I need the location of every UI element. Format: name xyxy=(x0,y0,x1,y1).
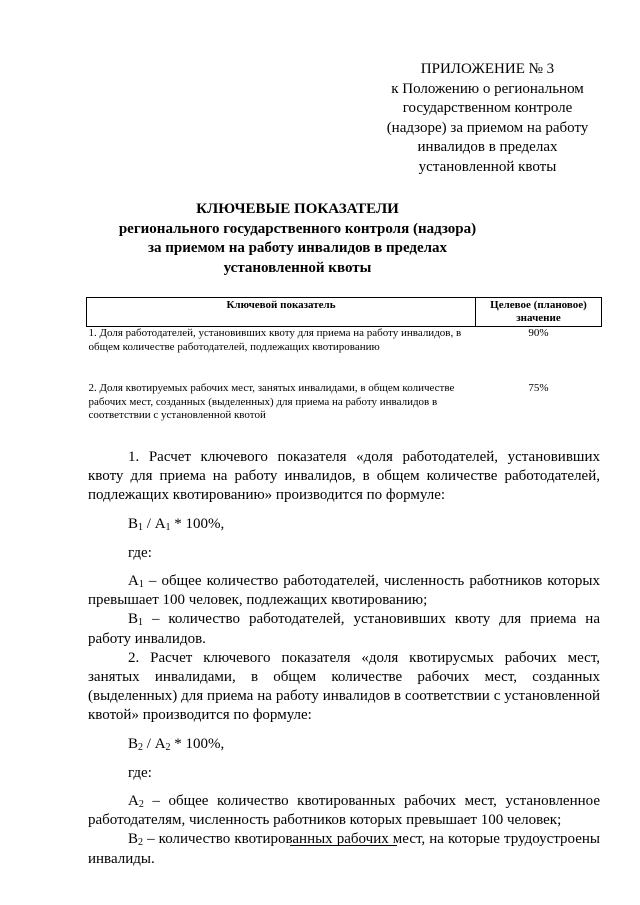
kpi-table xyxy=(86,297,602,424)
paragraph-2: 2. Расчет ключевого показателя «доля квотирусмых рабочих мест, занятых инвалидами, в общем количестве рабочих мест, созданных (выделенных) для приема на работу инвалидов в соответствии с установленной квотой» производится по формуле: xyxy=(88,649,600,724)
definition-b1: $В_1$ – количество работодателей, установивших квоту для приема на работу инвалидов. xyxy=(88,611,600,647)
end-divider xyxy=(290,845,397,846)
paragraph-1: 1. Расчет ключевого показателя «доля работодателей, установивших квоту для приема на работу инвалидов, в общем количестве работодателей, подлежащих квотированию» производится по формуле: xyxy=(88,449,600,504)
title-line: КЛЮЧЕВЫЕ ПОКАЗАТЕЛИ xyxy=(196,201,399,217)
indicator-cell: 2. Доля квотируемых рабочих мест, занятых инвалидами, в общем количестве рабочих мест, созданных (выделенных) для приема на работу инвалидов в соответствии с установленной квотой xyxy=(88,382,455,421)
table-row xyxy=(87,327,602,383)
definition-b2: $В_2$ – количество квотированных рабочих мест, на которые трудоустроены инвалиды. xyxy=(88,831,600,867)
appendix-header xyxy=(380,60,595,178)
where-label-2: где: xyxy=(128,764,152,781)
document-body xyxy=(88,448,600,869)
header-target-value: Целевое (плановое) значение xyxy=(476,298,602,327)
title-line: за приемом на работу инвалидов в пределах xyxy=(147,240,448,256)
appendix-line: к Положению о региональном xyxy=(391,80,584,97)
value-cell: 90% xyxy=(528,327,549,339)
document-title xyxy=(80,200,515,278)
appendix-line: государственном контроле xyxy=(402,100,573,117)
table-row xyxy=(87,382,602,424)
appendix-line: (надзоре) за приемом на работу xyxy=(386,119,589,136)
definition-a1: $А_1$ – общее количество работодателей, численность работников которых превышает 100 человек, подлежащих квотированию; xyxy=(88,573,600,609)
title-line: регионального государственного контроля (надзора) xyxy=(118,220,477,237)
indicator-cell: 1. Доля работодателей, установивших квоту для приема на работу инвалидов, в общем количестве работодателей, подлежащих квотированию xyxy=(88,327,462,353)
formula-2: $В_2 / А_2 * 100\%$, xyxy=(128,735,225,753)
formula-1: $В_1 / А_1 * 100\%$, xyxy=(128,515,225,533)
value-cell: 75% xyxy=(528,382,549,394)
appendix-title: ПРИЛОЖЕНИЕ № 3 xyxy=(420,61,555,77)
title-line: установленной квоты xyxy=(223,259,372,276)
table-header-row xyxy=(87,298,602,327)
where-label-1: где: xyxy=(128,544,152,561)
definition-a2: $А_2$ – общее количество квотированных рабочих мест, установленное работодателям, численность работников которых превышает 100 человек; xyxy=(88,793,600,829)
appendix-line: установленной квоты xyxy=(418,158,557,175)
header-indicator: Ключевой показатель xyxy=(87,298,476,327)
appendix-line: инвалидов в пределах xyxy=(417,139,558,156)
